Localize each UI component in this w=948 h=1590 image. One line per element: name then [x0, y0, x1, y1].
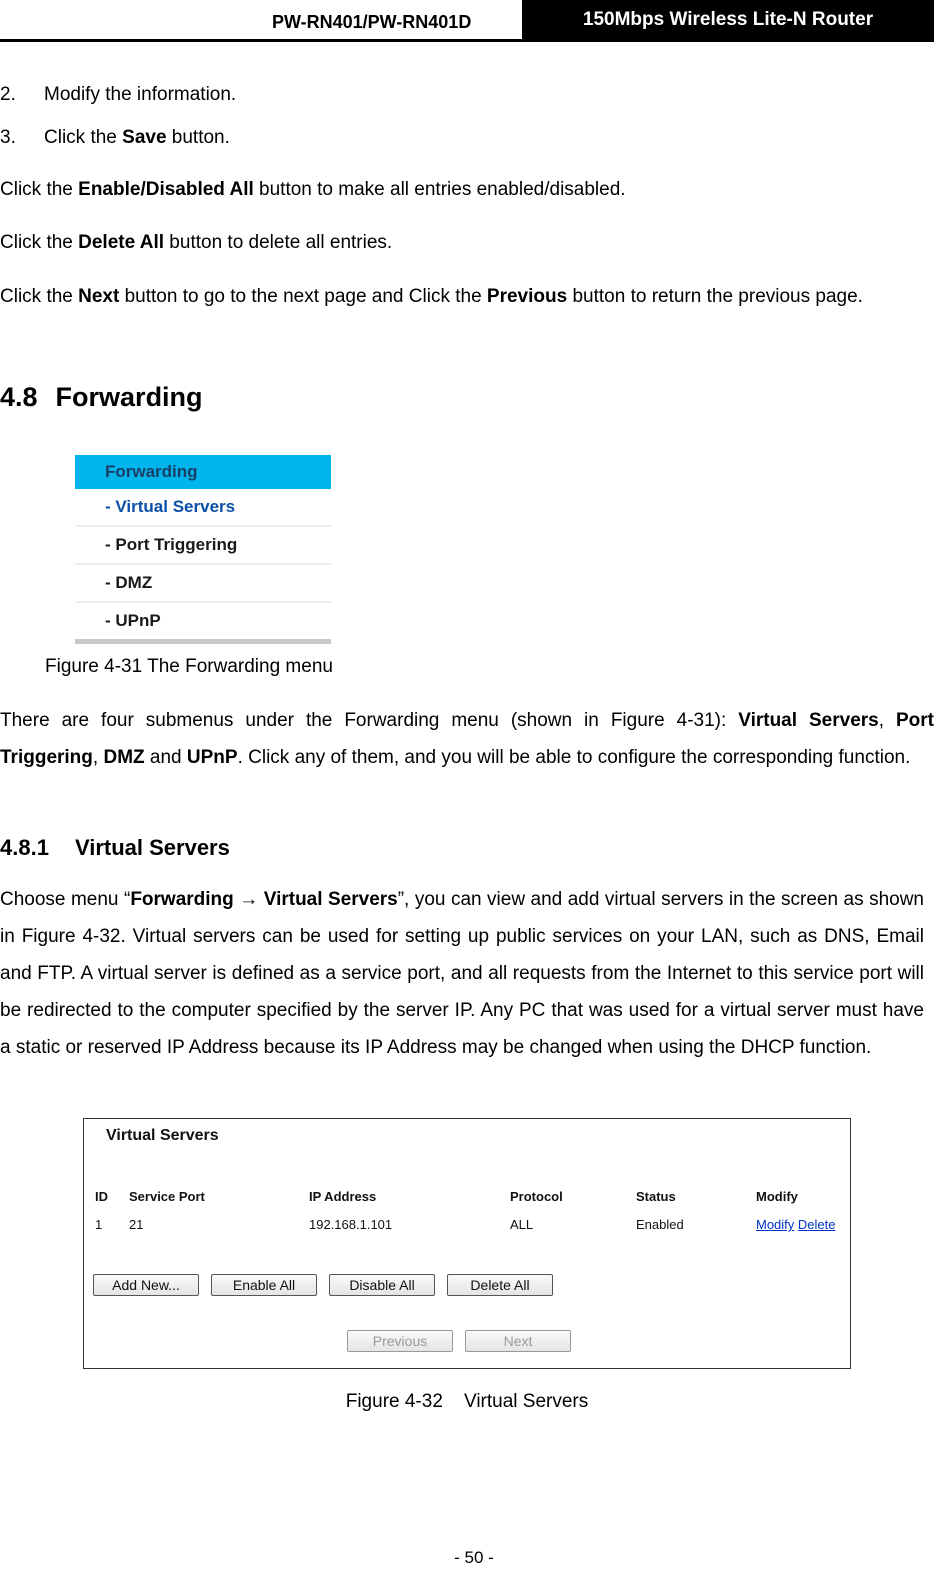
modify-link[interactable]: Modify [756, 1217, 795, 1232]
menu-item-upnp[interactable]: - UPnP [105, 611, 161, 630]
col-protocol: Protocol [510, 1189, 563, 1204]
forwarding-menu [75, 455, 331, 644]
header-rule [0, 39, 934, 42]
subsection-heading: 4.8.1 Virtual Servers [0, 835, 230, 860]
menu-item-virtual-servers[interactable]: - Virtual Servers [75, 489, 331, 527]
menu-item-dmz[interactable]: - DMZ [75, 565, 331, 603]
cell-modify [756, 1217, 836, 1232]
para-enable: Click the Enable/Disabled All button to make all entries enabled/disabled. [0, 179, 626, 200]
delete-all-button[interactable]: Delete All [447, 1274, 553, 1296]
col-ip-address: IP Address [309, 1189, 377, 1204]
para-next: Click the Next button to go to the next page and Click the Previous button to return the previous page. [0, 286, 863, 307]
previous-button[interactable]: Previous [347, 1330, 453, 1352]
header-product: 150Mbps Wireless Lite-N Router [522, 0, 934, 40]
cell-service-port: 21 [129, 1217, 144, 1232]
cell-status: Enabled [636, 1217, 684, 1232]
figure-caption-4-32: Figure 4-32 Virtual Servers [345, 1391, 589, 1412]
add-new-button[interactable]: Add New... [93, 1274, 199, 1296]
enable-all-button[interactable]: Enable All [211, 1274, 317, 1296]
menu-head-forwarding[interactable]: Forwarding [75, 455, 331, 489]
para-submenus: There are four submenus under the Forwarding menu (shown in Figure 4-31): Virtual Servers, Port Triggering, DMZ and UPnP. Click any of them, and you will be able to configure the corresponding function. [0, 710, 934, 768]
virtual-servers-panel [83, 1118, 851, 1369]
page-number: - 50 - [454, 1548, 494, 1567]
para-virtual-servers: Choose menu “Forwarding → Virtual Servers”, you can view and add virtual servers in the screen as shown in Figure 4-32. Virtual servers can be used for setting up public services on your LAN, such as DNS, Email and FTP. A virtual server is defined as a service port, and all requests from the Internet to this service port will be redirected to the computer specified by the server IP. Any PC that was used for a virtual server must have a static or reserved IP Address because its IP Address may be changed when using the DHCP function. [0, 889, 924, 1058]
disable-all-button[interactable]: Disable All [329, 1274, 435, 1296]
menu-footer-bar [75, 639, 331, 644]
step-3: 3. Click the Save button. [0, 127, 230, 148]
delete-link[interactable]: Delete [797, 1217, 836, 1232]
cell-ip-address: 192.168.1.101 [309, 1217, 393, 1232]
step-2: 2. Modify the information. [0, 84, 237, 105]
col-modify: Modify [756, 1189, 798, 1204]
figure-caption-4-31: Figure 4-31 The Forwarding menu [45, 656, 333, 677]
section-heading: 4.8 Forwarding [0, 382, 203, 412]
para-delete: Click the Delete All button to delete all entries. [0, 232, 393, 253]
next-button[interactable]: Next [465, 1330, 571, 1352]
header-model: PW-RN401/PW-RN401D [272, 12, 472, 32]
cell-protocol: ALL [510, 1217, 534, 1232]
menu-item-port-triggering[interactable]: - Port Triggering [75, 527, 331, 565]
col-service-port: Service Port [129, 1189, 205, 1204]
col-status: Status [636, 1189, 676, 1204]
cell-id: 1 [95, 1217, 103, 1232]
col-id: ID [95, 1189, 108, 1204]
panel-title: Virtual Servers [106, 1127, 219, 1144]
